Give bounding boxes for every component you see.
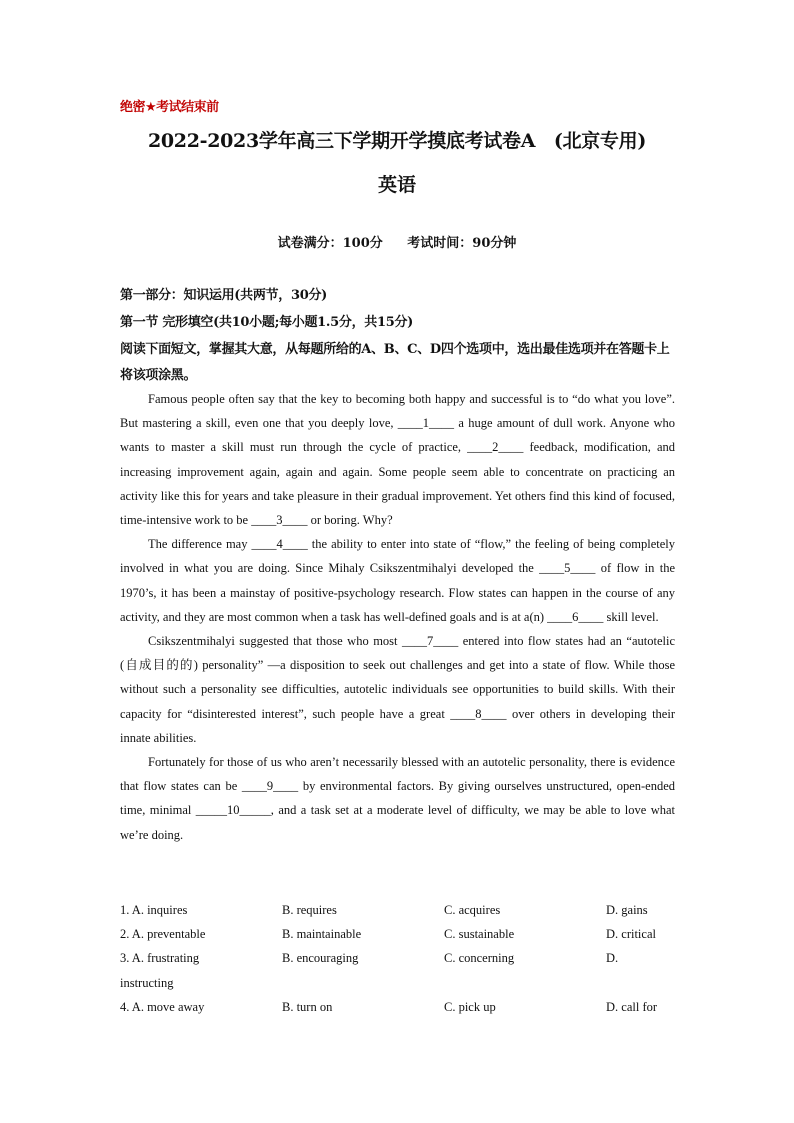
section-heading: 第一节 完形填空(共10小题;每小题1.5分，共15分) [120,315,414,330]
question-options-1 [120,898,675,922]
subject-title: 英语 [377,174,416,196]
option-b: B. maintainable [282,927,362,942]
option-b: B. requires [282,903,337,917]
exam-time: 考试时间：90分钟 [407,236,517,251]
full-score: 试卷满分：100分 [277,236,383,251]
option-d: D. call for [606,999,658,1014]
instruction-text: 阅读下面短文，掌握其大意，从每题所给的A、B、C、D四个选项中，选出最佳选项并在答题卡上将该项涂黑。 [120,342,670,383]
cloze-passage [120,387,675,847]
option-a: 2. A. preventable [120,927,206,942]
passage-paragraph: Csikszentmihalyi suggested that those who most ____7____ entered into flow states had an “autotelic (自成目的的) personality” —a disposition to seek out challenges and get into a state of flow. While those without such a personality see difficulties, autotelic individuals see opportunities to build skills. With their capacity for “disinterested interest”, such people have a great ____8____ over others in developing their innate abilities. [120,634,675,745]
option-c: C. pick up [444,999,496,1014]
exam-title: 2022-2023学年高三下学期开学摸底考试卷A (北京专用) [147,130,647,152]
option-b: B. turn on [282,999,333,1014]
question-options-2 [120,922,675,946]
answer-options [120,898,675,1019]
option-c: C. concerning [444,951,515,966]
confidential-mark: 绝密★考试结束前 [120,100,219,115]
option-d-continuation: instructing [120,975,174,990]
question-options-4 [120,995,675,1019]
option-a: 4. A. move away [120,999,205,1014]
option-c: C. sustainable [444,927,515,942]
part-heading: 第一部分：知识运用(共两节，30分) [120,288,327,303]
option-d: D. critical [606,927,656,942]
option-a: 1. A. inquires [120,903,188,917]
exam-info [0,232,794,251]
passage-paragraph: Famous people often say that the key to becoming both happy and successful is to “do what you love”. But mastering a skill, even one that you deeply love, ____1____ a huge amount of dull work. Anyone who wants to master a skill must run through the cycle of practice, ____2____ feedback, modification, and increasing improvement again, again and again. Some people seem able to concentrate on practicing an activity like this for years and take pleasure in their gradual improvement. Yet others find this kind of focused, time-intensive work to be ____3____ or boring. Why? [120,392,675,528]
passage-paragraph: The difference may ____4____ the ability to enter into state of “flow,” the feeling of being completely involved in what you are doing. Since Mihaly Csikszentmihalyi developed the ____5____ of flow in the 1970’s, it has been a mainstay of positive-psychology research. Flow states can happen in the course of any activity, and they are most common when a task has well-defined goals and is at a(n) ____6____ skill level. [120,537,675,624]
question-options-3 [120,946,675,970]
option-b: B. encouraging [282,951,359,966]
passage-paragraph: Fortunately for those of us who aren’t necessarily blessed with an autotelic personality, there is evidence that flow states can be ____9____ by environmental factors. By giving ourselves unstructured, open-ended time, minimal _____10_____, and a task set at a moderate level of difficulty, we may be able to love what we’re doing. [120,755,675,842]
option-c: C. acquires [444,903,501,917]
option-a: 3. A. frustrating [120,951,200,966]
option-d: D. gains [606,903,648,917]
option-d: D. [606,951,619,966]
